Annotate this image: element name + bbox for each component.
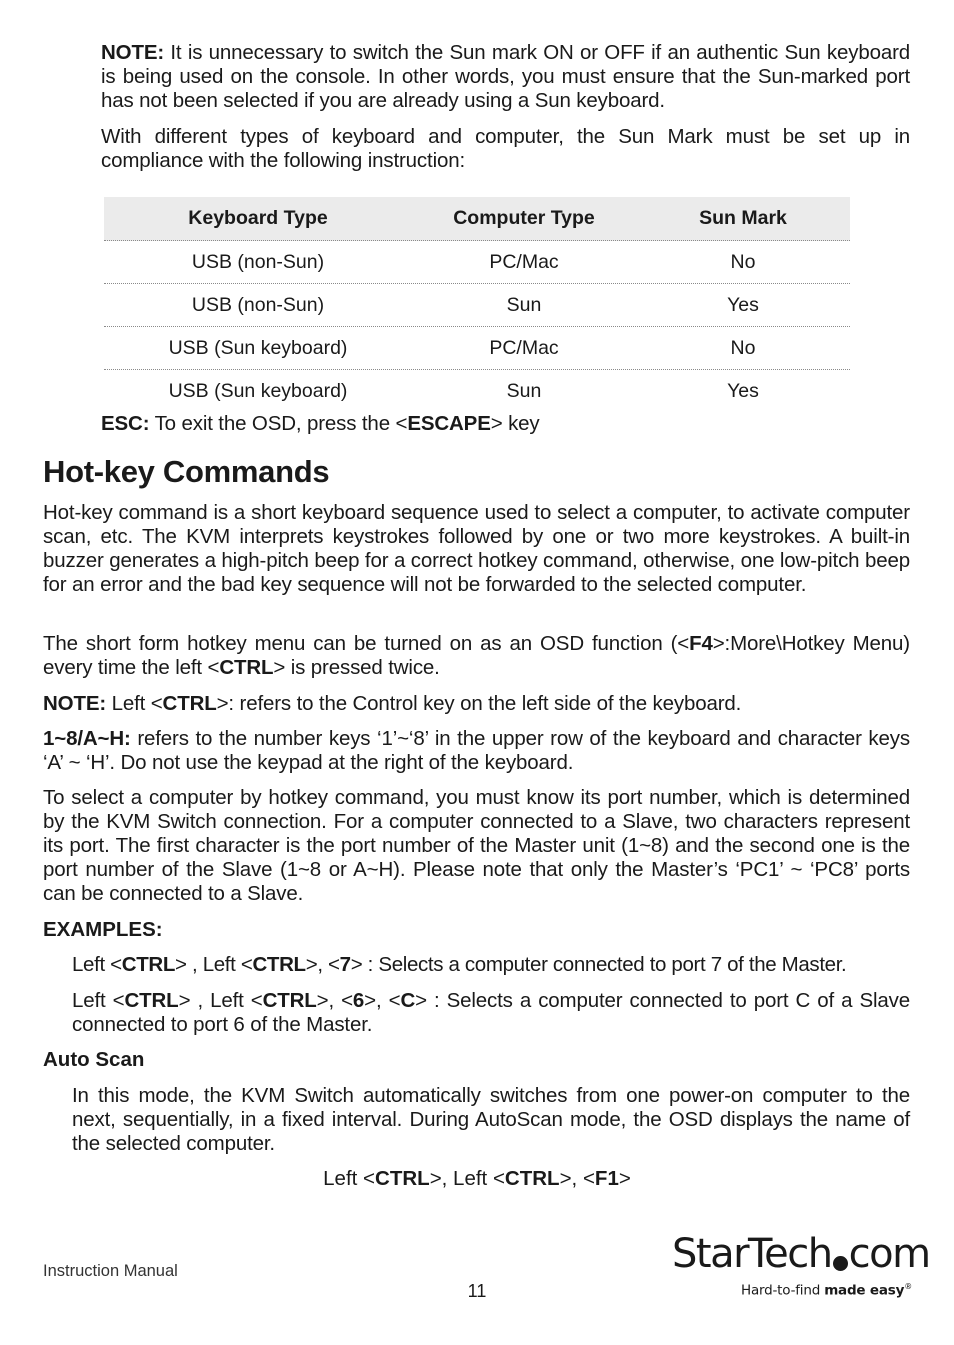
cell-keyboard-type: USB (non-Sun) (191, 250, 325, 273)
cell-computer-type: Sun (506, 379, 542, 402)
port-selection-paragraph: To select a computer by hotkey command, you must know its port number, which is determined by the KVM Switch connection. For a computer connected to a Slave, two characters represent its port. The first character is the port number of the Master unit (1~8) and the second one is the port number of the Slave (1~8 or A~H). Please note that only the Master’s ‘PC1’ ~ ‘PC8’ ports can be connected to a Slave. (43, 786, 910, 905)
table-row (104, 327, 850, 370)
sun-mark-note: NOTE: It is unnecessary to switch the Sun mark ON or OFF if an authentic Sun keyboard is being used on the console. In other words, you must ensure that the Sun-marked port has not been selected if you are already using a Sun keyboard. (101, 41, 910, 112)
sun-mark-table (104, 197, 850, 412)
header-computer-type: Computer Type (453, 207, 595, 229)
auto-scan-keys: Left <CTRL>, Left <CTRL>, <F1> (323, 1167, 631, 1190)
cell-sun-mark: Yes (727, 293, 759, 316)
number-keys-note: 1~8/A~H: refers to the number keys ‘1’~‘8’ in the upper row of the keyboard and character keys ‘A’ ~ ‘H’. Do not use the keypad at the right of the keyboard. (43, 727, 910, 774)
auto-scan-heading: Auto Scan (43, 1048, 145, 1071)
examples-heading: EXAMPLES: (43, 918, 163, 941)
cell-sun-mark: Yes (727, 379, 759, 402)
cell-computer-type: PC/Mac (489, 250, 559, 273)
example-1: Left <CTRL> , Left <CTRL>, <7> : Selects a computer connected to port 7 of the Master. (72, 953, 847, 976)
example-2: Left <CTRL> , Left <CTRL>, <6>, <C> : Selects a computer connected to port C of a Slave connected to port 6 of the Master. (72, 989, 910, 1036)
section-heading: Hot-key Commands (43, 454, 330, 489)
logo-wordmark: StarTech com (672, 1231, 930, 1277)
note-label: NOTE: (101, 41, 165, 64)
footer-document-label: Instruction Manual (43, 1262, 178, 1280)
table-row (104, 284, 850, 327)
table-row (104, 370, 850, 412)
ctrl-note: NOTE: Left <CTRL>: refers to the Control key on the left side of the keyboard. (43, 692, 742, 715)
cell-keyboard-type: USB (Sun keyboard) (168, 336, 348, 359)
esc-instruction: ESC: To exit the OSD, press the <ESCAPE> key (101, 412, 540, 435)
cell-sun-mark: No (730, 336, 756, 359)
cell-keyboard-type: USB (non-Sun) (191, 293, 325, 316)
logo-tagline: Hard-to-find made easy® (741, 1282, 912, 1299)
page-number: 11 (467, 1281, 487, 1301)
hotkey-description: Hot-key command is a short keyboard sequence used to select a computer, to activate computer scan, etc. The KVM interprets keystrokes followed by one or two more keystrokes. A built-in buzzer generates a high-pitch beep for a correct hotkey command, otherwise, one low-pitch beep for an error and the bad key sequence will not be forwarded to the selected computer. (43, 501, 910, 596)
sun-mark-intro: With different types of keyboard and computer, the Sun Mark must be set up in compliance with the following instruction: (101, 125, 910, 172)
header-keyboard-type: Keyboard Type (188, 207, 328, 229)
cell-sun-mark: No (730, 250, 756, 273)
cell-computer-type: PC/Mac (489, 336, 559, 359)
cell-keyboard-type: USB (Sun keyboard) (168, 379, 348, 402)
startech-logo (672, 1231, 930, 1302)
auto-scan-description: In this mode, the KVM Switch automatically switches from one power-on computer to the next, sequentially, in a fixed interval. During AutoScan mode, the OSD displays the name of the selected computer. (72, 1084, 910, 1155)
table-header (104, 197, 850, 241)
cell-computer-type: Sun (506, 293, 542, 316)
hotkey-menu-paragraph: The short form hotkey menu can be turned on as an OSD function (<F4>:More\Hotkey Menu) every time the left <CTRL> is pressed twice. (43, 632, 910, 679)
header-sun-mark: Sun Mark (699, 207, 787, 229)
table-row (104, 241, 850, 284)
logo-dot-icon (833, 1256, 848, 1271)
